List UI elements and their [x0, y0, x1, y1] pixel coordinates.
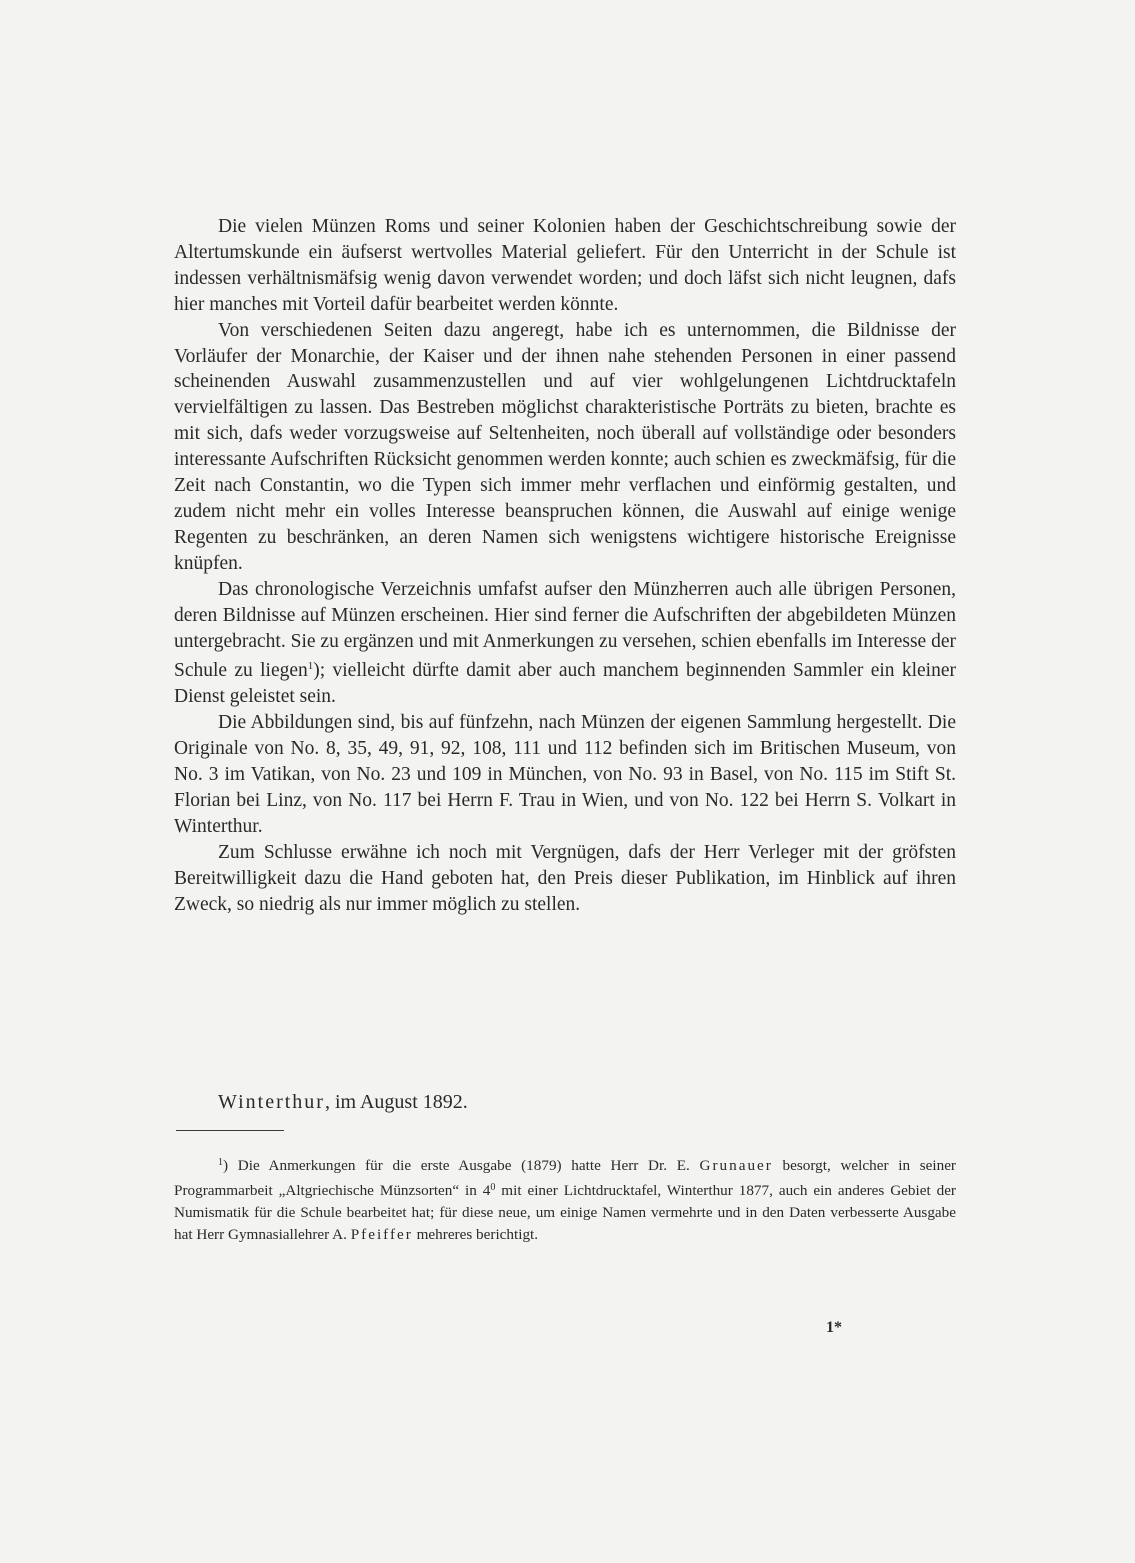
paragraph-3-text: Das chronologische Verzeichnis umfafst aufser den Münzherren auch alle übrigen Personen, deren Bildnisse auf Münzen erscheinen. Hier sind ferner die Aufschriften der abgebildeten Münzen untergebracht. Sie zu ergänzen und mit Anmerkungen zu versehen, schien ebenfalls im Interesse der Schule zu liegen: [174, 578, 956, 682]
signature-line: [218, 1089, 468, 1115]
footnote-text-c: mit einer Lichtdrucktafel, Winterthur 1877, auch ein anderes Gebiet der Numismatik für die Schule bearbeitet hat; für diese neue, um einige Namen vermehrte und in den Daten verbesserte Ausgabe hat Herr Gymnasiallehrer A.: [174, 1182, 956, 1243]
preface-body: [174, 214, 956, 917]
signature-place: Winterthur: [218, 1091, 325, 1113]
paragraph-1: Die vielen Münzen Roms und seiner Kolonien haben der Geschichtschreibung sowie der Altertumskunde ein äufserst wertvolles Material geliefert. Für den Unterricht in der Schule ist indessen verhältnismäfsig wenig davon verwendet worden; und doch läfst sich nicht leugnen, dafs hier manches mit Vorteil dafür bearbeitet werden könnte.: [174, 216, 956, 315]
page-number: 1*: [826, 1319, 842, 1336]
footnote-reference: 1: [307, 660, 314, 673]
signature-date: , im August 1892.: [324, 1091, 468, 1113]
footnote-text-b: besorgt, welcher in seiner Programmarbeit „Altgriechische Münzsorten“ in 4: [174, 1157, 956, 1199]
footnote-text-a: ) Die Anmerkungen für die erste Ausgabe (1879) hatte Herr Dr. E.: [223, 1157, 700, 1174]
footnote-divider: [176, 1130, 284, 1131]
paragraph-2: Von verschiedenen Seiten dazu angeregt, habe ich es unternommen, die Bildnisse der Vorläufer der Monarchie, der Kaiser und der ihnen nahe stehenden Personen in einer passend scheinenden Auswahl zusammenzustellen und auf vier wohlgelungenen Lichtdrucktafeln vervielfältigen zu lassen. Das Bestreben möglichst charakteristische Porträts zu bieten, brachte es mit sich, dafs weder vorzugsweise auf Seltenheiten, noch überall auf vollständige oder besonders interessante Aufschriften Rücksicht genommen werden konnte; auch schien es zweckmäfsig, für die Zeit nach Constantin, wo die Typen sich immer mehr verflachen und einförmig gestalten, und zudem nicht mehr ein volles Interesse beanspruchen können, die Auswahl auf einige wenige Regenten zu beschränken, an deren Namen sich wenigstens wichtigere historische Ereignisse knüpfen.: [174, 319, 956, 574]
footnote-text: [174, 1152, 956, 1246]
paragraph-4: Die Abbildungen sind, bis auf fünfzehn, nach Münzen der eigenen Sammlung hergestellt. Die Originale von No. 8, 35, 49, 91, 92, 108, 111 und 112 befinden sich im Britischen Museum, von No. 3 im Vatikan, von No. 23 und 109 in München, von No. 93 in Basel, von No. 115 im Stift St. Florian bei Linz, von No. 117 bei Herrn F. Trau in Wien, und von No. 122 bei Herrn S. Volkart in Winterthur.: [174, 712, 956, 837]
footnote-name-pfeiffer: Pfeiffer: [350, 1226, 413, 1243]
footnote-text-d: mehreres berichtigt.: [412, 1226, 539, 1243]
footnote: [174, 1152, 956, 1246]
paragraph-3: [174, 577, 956, 711]
footnote-degree: 0: [490, 1182, 496, 1193]
footnote-name-grunauer: Grunauer: [699, 1157, 773, 1174]
paragraph-3-tail: ); vielleicht dürfte damit aber auch manchem beginnenden Sammler ein kleiner Dienst geleistet sein.: [174, 660, 956, 708]
paragraph-5: Zum Schlusse erwähne ich noch mit Vergnügen, dafs der Herr Verleger mit der gröfsten Bereitwilligkeit dazu die Hand geboten hat, den Preis dieser Publikation, im Hinblick auf ihren Zweck, so niedrig als nur immer möglich zu stellen.: [174, 841, 956, 915]
footnote-marker: 1: [218, 1157, 223, 1168]
